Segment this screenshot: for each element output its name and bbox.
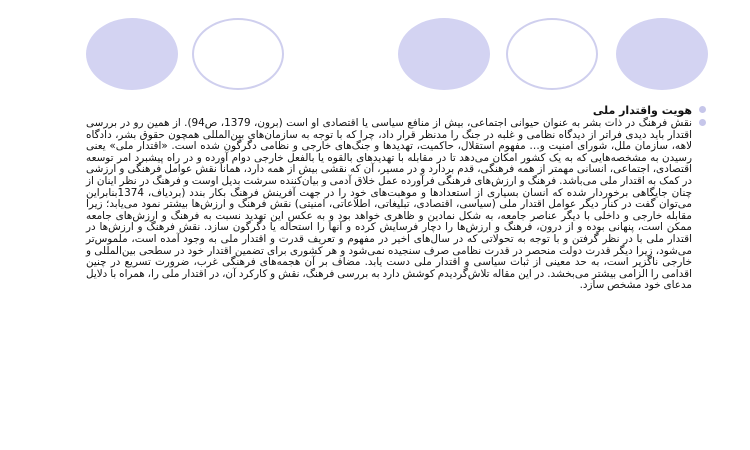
decorative-circle-outline bbox=[192, 18, 284, 90]
slide-heading: هویت واقتدار ملی bbox=[592, 104, 692, 117]
decorative-circle-outline bbox=[506, 18, 598, 90]
decorative-circle-row bbox=[86, 18, 706, 96]
slide-content bbox=[86, 104, 692, 354]
decorative-circle-filled bbox=[86, 18, 178, 90]
slide-body-paragraph: نقش فرهنگ در ذات بشر به عنوان حیوانی اجتماعی، بیش از منافع سیاسی یا اقتصادی او است (برون، 1379، ص94). از همین رو در بررسی اقتدار باید دیدی فراتر از دیدگاه نظامی و غلبه در جنگ را مدنظر قرار داد، چرا که با توجه به سازمان‌های بین‌المللی همچون حقوق بشر، دادگاه لاهه، سازمان ملل، شورای امنیت و… مفهوم استقلال، حاکمیت، تهدیدها و جنگ‌های خارجی و نظامی دگرگون شده است. «اقتدار ملی» یعنی رسیدن به مشخصه‌هایی که به یک کشور امکان می‌دهد تا در مقابله با تهدیدهای بالقوه یا بالفعل خارجی دوام آورده و در راه پیشبرد امر توسعه اقتصادی، اجتماعی، انسانی مهمتر از همه فرهنگی، قدم بردارد و در مسیر، آن که نقشی بیش از همه دارد، همانا نقش عوامل فرهنگی و ارزشی در کمک به اقتدار ملی می‌باشد. فرهنگ و ارزش‌های فرهنگی فرآورده عمل خلاق آدمی و بیان‌کننده سرشت بدیل اوست و فرهنگ در نظر اینان از چنان جایگاهی برخوردار شده که انسان بسیاری از استعدادها و موهبت‌های خود را در جهت آفرینش فرهنگ بکار بندد (بردیاف، 1374بنابراین می‌توان گفت در کنار دیگر عوامل اقتدار ملی (سیاسی، اقتصادی، تبلیغاتی، اطلاعاتی، امنیتی) نقش فرهنگ و ارزش‌ها بیشتر نمود می‌یابد؛ زیرا مقابله خارجی و داخلی با دیگر عناصر جامعه، به شکل نمادین و ظاهری خواهد بود و به عکس این تهدید نسبت به فرهنگ و ارزش‌های جامعه ممکن است، پنهانی بوده و از درون، فرهنگ و ارزش‌ها را دچار فرسایش کرده و آنها را استحاله یا دگرگون سازد. نقش فرهنگ و ارزش‌ها در اقتدار ملی با در نظر گرفتن و با توجه به تحولاتی که در سال‌های اخیر در مفهوم و تعریف قدرت و اقتدار ملی به وجود آمده است، ملموس‌تر می‌شود، زیرا دیگر قدرت دولت منحصر در قدرت نظامی صرف سنجیده نمی‌شود و هر کشوری برای تضمین اقتدار خود در سطحی بین‌المللی و خارجی ناگزیر است، به حد معینی از ثبات سیاسی و اقتدار ملی دست یابد. مضاف بر آن هجمه‌های فرهنگی غرب، ضرورت تسریع در چنین اقدامی را الزامی بیشتر می‌بخشد. در این مقاله تلاش‌گردیدم کوشش دارد به بررسی فرهنگ، نقش و کارکرد آن، در اقتدار ملی را، همراه با دلایل مدعای خود مشخص سازد. bbox=[86, 117, 692, 292]
bullet-icon bbox=[699, 106, 706, 113]
bullet-markers bbox=[699, 106, 709, 132]
decorative-circle-filled bbox=[616, 18, 708, 90]
bullet-icon bbox=[699, 119, 706, 126]
decorative-circle-filled bbox=[398, 18, 490, 90]
